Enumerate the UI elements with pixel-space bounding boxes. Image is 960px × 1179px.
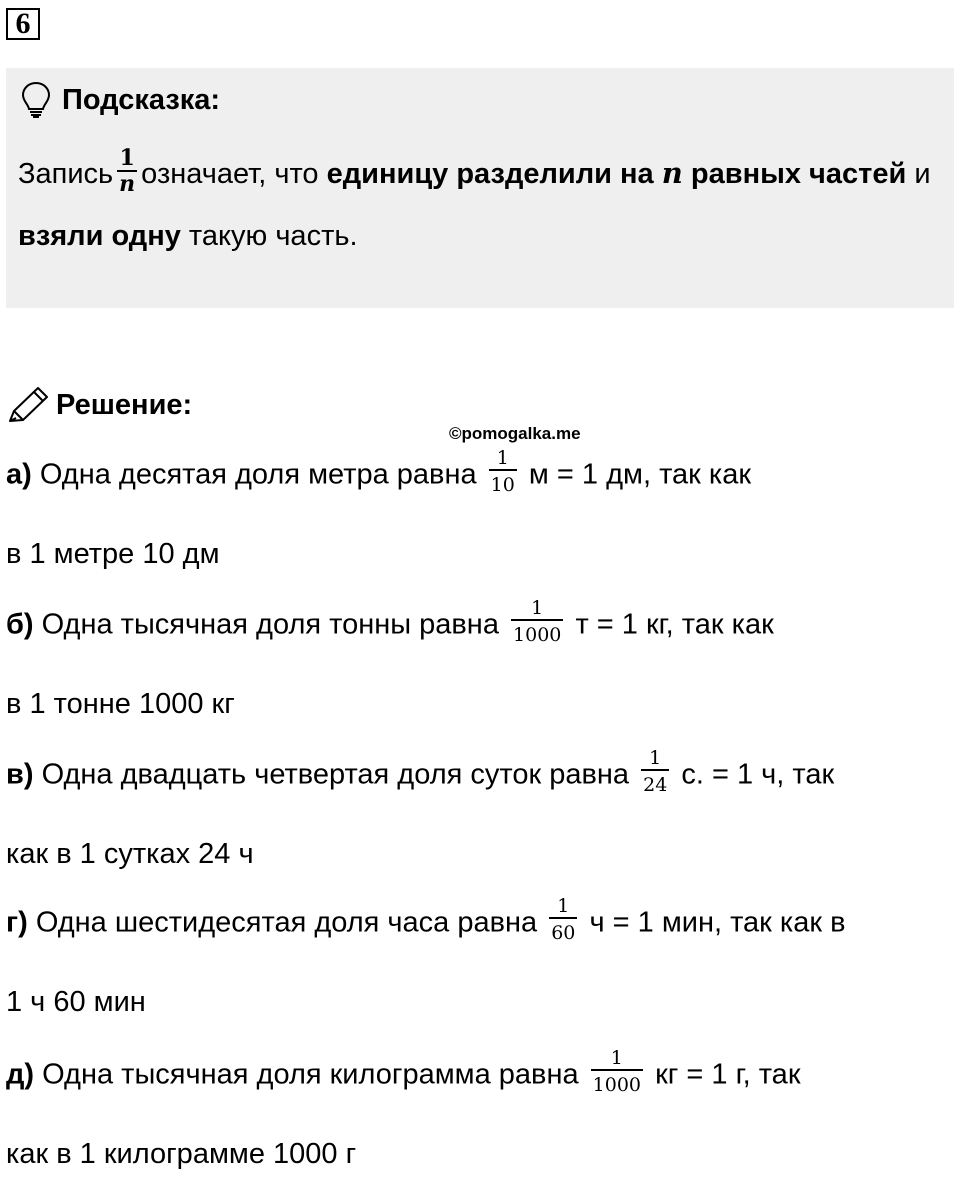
item-g-cont: 1 ч 60 мин	[6, 986, 146, 1018]
item-v-cont: как в 1 сутках 24 ч	[6, 838, 254, 870]
hint-header	[20, 82, 220, 118]
item-a: а) Одна десятая доля метра равна $\frac{1}{10}$ м = 1 дм, так как	[6, 447, 752, 496]
item-v: в) Одна двадцать четвертая доля суток равна $\frac{1}{24}$ с. = 1 ч, так	[6, 747, 835, 796]
item-d-cont: как в 1 килограмме 1000 г	[6, 1138, 357, 1170]
hint-title: Подсказка:	[62, 83, 221, 116]
item-g: г) Одна шестидесятая доля часа равна $\frac{1}{60}$ ч = 1 мин, так как в	[6, 895, 846, 944]
hint-text: Запись $\frac{1}{n}$ означает, что единицу разделили на n равных частей и взяли одну такую часть.	[18, 145, 931, 252]
solution-title: Решение:	[56, 388, 193, 421]
item-a-cont: в 1 метре 10 дм	[6, 538, 220, 570]
hint-box	[6, 68, 954, 308]
watermark: ©pomogalka.me	[449, 424, 581, 443]
task-number: 6	[6, 8, 40, 40]
solution-header	[6, 382, 192, 428]
item-b: б) Одна тысячная доля тонны равна $\frac{1}{1000}$ т = 1 кг, так как	[6, 597, 774, 646]
item-d: д) Одна тысячная доля килограмма равна $\frac{1}{1000}$ кг = 1 г, так	[6, 1047, 801, 1096]
hint-fraction: $\frac{1}{n}$	[119, 145, 136, 198]
lightbulb-icon	[20, 81, 52, 119]
item-b-cont: в 1 тонне 1000 кг	[6, 688, 235, 720]
pencil-icon	[6, 385, 50, 425]
